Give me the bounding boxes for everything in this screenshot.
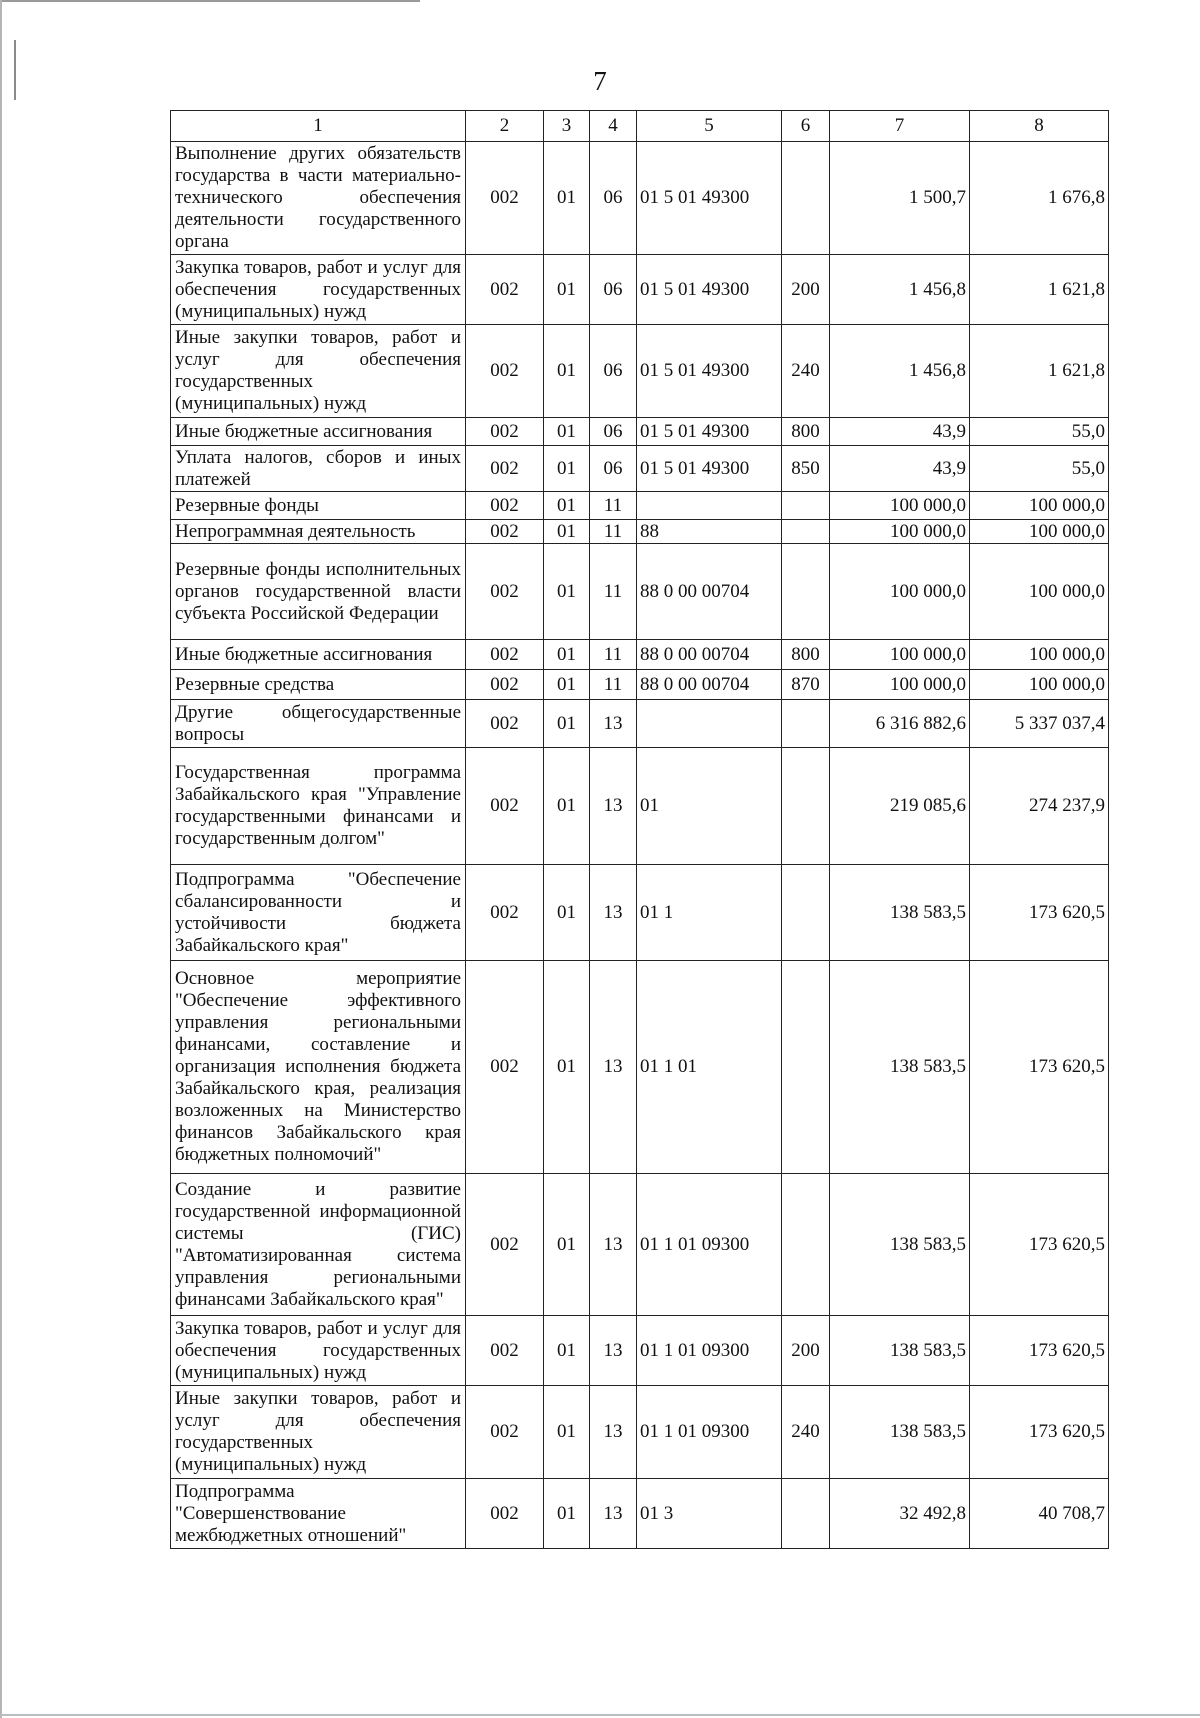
row-ministry-code: 002 <box>466 961 544 1174</box>
col-header-4: 4 <box>590 111 637 142</box>
budget-table <box>170 110 1109 1549</box>
row-expense-type <box>782 520 830 544</box>
row-amount-col8: 1 676,8 <box>970 142 1109 255</box>
row-ministry-code: 002 <box>466 865 544 961</box>
row-subsection-code: 06 <box>590 142 637 255</box>
row-amount-col7: 100 000,0 <box>830 492 970 520</box>
row-target-article: 01 5 01 49300 <box>637 446 782 492</box>
row-name: Подпрограмма "Совершенствование межбюджетных отношений" <box>171 1479 466 1549</box>
row-target-article: 01 5 01 49300 <box>637 255 782 325</box>
row-name: Непрограммная деятельность <box>171 520 466 544</box>
row-subsection-code: 06 <box>590 255 637 325</box>
row-expense-type: 240 <box>782 325 830 418</box>
row-amount-col8: 55,0 <box>970 446 1109 492</box>
row-expense-type <box>782 865 830 961</box>
row-amount-col8: 173 620,5 <box>970 865 1109 961</box>
row-subsection-code: 06 <box>590 325 637 418</box>
row-name: Резервные средства <box>171 670 466 700</box>
row-amount-col7: 43,9 <box>830 418 970 446</box>
table-row <box>171 1174 1109 1316</box>
row-expense-type <box>782 961 830 1174</box>
col-header-5: 5 <box>637 111 782 142</box>
row-section-code: 01 <box>544 418 590 446</box>
row-amount-col8: 274 237,9 <box>970 748 1109 865</box>
row-name: Государственная программа Забайкальского края "Управление государственными финансами и государственным долгом" <box>171 748 466 865</box>
row-amount-col7: 138 583,5 <box>830 1174 970 1316</box>
row-expense-type <box>782 748 830 865</box>
row-subsection-code: 13 <box>590 1479 637 1549</box>
row-amount-col7: 100 000,0 <box>830 640 970 670</box>
table-row <box>171 1316 1109 1386</box>
row-subsection-code: 13 <box>590 700 637 748</box>
row-name: Иные бюджетные ассигнования <box>171 418 466 446</box>
table-row <box>171 492 1109 520</box>
row-ministry-code: 002 <box>466 325 544 418</box>
row-expense-type: 800 <box>782 640 830 670</box>
row-name: Закупка товаров, работ и услуг для обеспечения государственных (муниципальных) нужд <box>171 255 466 325</box>
row-amount-col7: 1 500,7 <box>830 142 970 255</box>
row-amount-col8: 5 337 037,4 <box>970 700 1109 748</box>
row-name: Закупка товаров, работ и услуг для обеспечения государственных (муниципальных) нужд <box>171 1316 466 1386</box>
row-name: Создание и развитие государственной информационной системы (ГИС) "Автоматизированная система управления региональными финансами Забайкальского края" <box>171 1174 466 1316</box>
row-subsection-code: 06 <box>590 446 637 492</box>
row-amount-col7: 43,9 <box>830 446 970 492</box>
table-row <box>171 1479 1109 1549</box>
row-expense-type: 850 <box>782 446 830 492</box>
col-header-8: 8 <box>970 111 1109 142</box>
row-expense-type: 800 <box>782 418 830 446</box>
row-ministry-code: 002 <box>466 1386 544 1479</box>
row-name: Основное мероприятие "Обеспечение эффективного управления региональными финансами, составление и организация исполнения бюджета Забайкальского края, реализация возложенных на Министерство финансов Забайкальского края бюджетных полномочий" <box>171 961 466 1174</box>
row-subsection-code: 13 <box>590 865 637 961</box>
row-amount-col7: 138 583,5 <box>830 961 970 1174</box>
row-subsection-code: 13 <box>590 1316 637 1386</box>
row-section-code: 01 <box>544 700 590 748</box>
table-row <box>171 670 1109 700</box>
row-section-code: 01 <box>544 1386 590 1479</box>
row-expense-type: 200 <box>782 1316 830 1386</box>
row-amount-col8: 100 000,0 <box>970 492 1109 520</box>
row-target-article: 01 5 01 49300 <box>637 325 782 418</box>
row-ministry-code: 002 <box>466 142 544 255</box>
row-subsection-code: 06 <box>590 418 637 446</box>
scan-edge-top <box>0 0 420 2</box>
row-section-code: 01 <box>544 961 590 1174</box>
table-row <box>171 640 1109 670</box>
row-section-code: 01 <box>544 1174 590 1316</box>
row-amount-col8: 1 621,8 <box>970 255 1109 325</box>
scan-edge-left <box>0 0 2 1718</box>
row-amount-col7: 138 583,5 <box>830 865 970 961</box>
row-section-code: 01 <box>544 142 590 255</box>
row-name: Иные закупки товаров, работ и услуг для обеспечения государственных (муниципальных) нужд <box>171 325 466 418</box>
row-amount-col7: 100 000,0 <box>830 544 970 640</box>
row-amount-col7: 100 000,0 <box>830 520 970 544</box>
row-amount-col7: 219 085,6 <box>830 748 970 865</box>
row-section-code: 01 <box>544 1479 590 1549</box>
row-target-article: 01 1 01 09300 <box>637 1386 782 1479</box>
table-row <box>171 520 1109 544</box>
col-header-1: 1 <box>171 111 466 142</box>
row-target-article: 01 1 01 09300 <box>637 1174 782 1316</box>
scan-edge-bottom <box>0 1714 1200 1716</box>
col-header-6: 6 <box>782 111 830 142</box>
row-amount-col8: 173 620,5 <box>970 1386 1109 1479</box>
row-ministry-code: 002 <box>466 640 544 670</box>
table-row <box>171 865 1109 961</box>
row-amount-col8: 1 621,8 <box>970 325 1109 418</box>
row-target-article: 01 3 <box>637 1479 782 1549</box>
row-ministry-code: 002 <box>466 492 544 520</box>
row-amount-col8: 173 620,5 <box>970 1174 1109 1316</box>
col-header-2: 2 <box>466 111 544 142</box>
row-target-article: 01 5 01 49300 <box>637 418 782 446</box>
row-amount-col8: 173 620,5 <box>970 961 1109 1174</box>
table-row <box>171 961 1109 1174</box>
row-section-code: 01 <box>544 255 590 325</box>
page-number: 7 <box>593 66 607 96</box>
row-section-code: 01 <box>544 1316 590 1386</box>
row-target-article: 01 1 <box>637 865 782 961</box>
row-ministry-code: 002 <box>466 700 544 748</box>
row-subsection-code: 11 <box>590 544 637 640</box>
row-expense-type <box>782 1174 830 1316</box>
row-target-article <box>637 492 782 520</box>
row-subsection-code: 13 <box>590 961 637 1174</box>
row-subsection-code: 13 <box>590 1174 637 1316</box>
row-name: Резервные фонды <box>171 492 466 520</box>
row-section-code: 01 <box>544 492 590 520</box>
row-target-article: 88 <box>637 520 782 544</box>
row-ministry-code: 002 <box>466 1316 544 1386</box>
row-amount-col7: 1 456,8 <box>830 255 970 325</box>
table-row <box>171 700 1109 748</box>
row-amount-col7: 1 456,8 <box>830 325 970 418</box>
row-ministry-code: 002 <box>466 1479 544 1549</box>
row-amount-col8: 55,0 <box>970 418 1109 446</box>
row-expense-type: 870 <box>782 670 830 700</box>
row-subsection-code: 13 <box>590 1386 637 1479</box>
row-expense-type <box>782 492 830 520</box>
row-target-article: 88 0 00 00704 <box>637 640 782 670</box>
row-target-article: 01 <box>637 748 782 865</box>
row-target-article: 88 0 00 00704 <box>637 544 782 640</box>
table-row <box>171 325 1109 418</box>
table-row <box>171 255 1109 325</box>
row-name: Выполнение других обязательств государства в части материально-технического обеспечения деятельности государственного органа <box>171 142 466 255</box>
row-amount-col8: 100 000,0 <box>970 544 1109 640</box>
row-amount-col7: 6 316 882,6 <box>830 700 970 748</box>
row-amount-col8: 100 000,0 <box>970 640 1109 670</box>
row-section-code: 01 <box>544 865 590 961</box>
row-ministry-code: 002 <box>466 1174 544 1316</box>
row-expense-type <box>782 1479 830 1549</box>
row-target-article <box>637 700 782 748</box>
row-ministry-code: 002 <box>466 670 544 700</box>
row-amount-col8: 100 000,0 <box>970 520 1109 544</box>
table-row <box>171 748 1109 865</box>
row-amount-col8: 173 620,5 <box>970 1316 1109 1386</box>
row-expense-type <box>782 544 830 640</box>
row-amount-col7: 138 583,5 <box>830 1316 970 1386</box>
row-section-code: 01 <box>544 640 590 670</box>
row-name: Иные закупки товаров, работ и услуг для обеспечения государственных (муниципальных) нужд <box>171 1386 466 1479</box>
table-row <box>171 544 1109 640</box>
row-section-code: 01 <box>544 520 590 544</box>
table-row <box>171 418 1109 446</box>
row-subsection-code: 13 <box>590 748 637 865</box>
table-row <box>171 1386 1109 1479</box>
row-expense-type: 200 <box>782 255 830 325</box>
row-name: Другие общегосударственные вопросы <box>171 700 466 748</box>
row-amount-col8: 40 708,7 <box>970 1479 1109 1549</box>
row-amount-col8: 100 000,0 <box>970 670 1109 700</box>
row-expense-type <box>782 142 830 255</box>
row-amount-col7: 100 000,0 <box>830 670 970 700</box>
row-name: Подпрограмма "Обеспечение сбалансированности и устойчивости бюджета Забайкальского края" <box>171 865 466 961</box>
row-name: Иные бюджетные ассигнования <box>171 640 466 670</box>
row-ministry-code: 002 <box>466 748 544 865</box>
header-row <box>171 111 1109 142</box>
row-expense-type <box>782 700 830 748</box>
row-target-article: 01 1 01 <box>637 961 782 1174</box>
row-subsection-code: 11 <box>590 640 637 670</box>
row-amount-col7: 138 583,5 <box>830 1386 970 1479</box>
row-subsection-code: 11 <box>590 670 637 700</box>
row-subsection-code: 11 <box>590 492 637 520</box>
table-row <box>171 446 1109 492</box>
row-expense-type: 240 <box>782 1386 830 1479</box>
row-name: Резервные фонды исполнительных органов государственной власти субъекта Российской Федерации <box>171 544 466 640</box>
row-target-article: 01 1 01 09300 <box>637 1316 782 1386</box>
row-name: Уплата налогов, сборов и иных платежей <box>171 446 466 492</box>
table-body <box>171 142 1109 1549</box>
row-ministry-code: 002 <box>466 255 544 325</box>
col-header-7: 7 <box>830 111 970 142</box>
row-ministry-code: 002 <box>466 520 544 544</box>
row-target-article: 88 0 00 00704 <box>637 670 782 700</box>
row-target-article: 01 5 01 49300 <box>637 142 782 255</box>
row-ministry-code: 002 <box>466 446 544 492</box>
row-ministry-code: 002 <box>466 544 544 640</box>
col-header-3: 3 <box>544 111 590 142</box>
row-section-code: 01 <box>544 748 590 865</box>
row-ministry-code: 002 <box>466 418 544 446</box>
row-subsection-code: 11 <box>590 520 637 544</box>
row-section-code: 01 <box>544 446 590 492</box>
row-amount-col7: 32 492,8 <box>830 1479 970 1549</box>
row-section-code: 01 <box>544 670 590 700</box>
row-section-code: 01 <box>544 544 590 640</box>
row-section-code: 01 <box>544 325 590 418</box>
table-row <box>171 142 1109 255</box>
